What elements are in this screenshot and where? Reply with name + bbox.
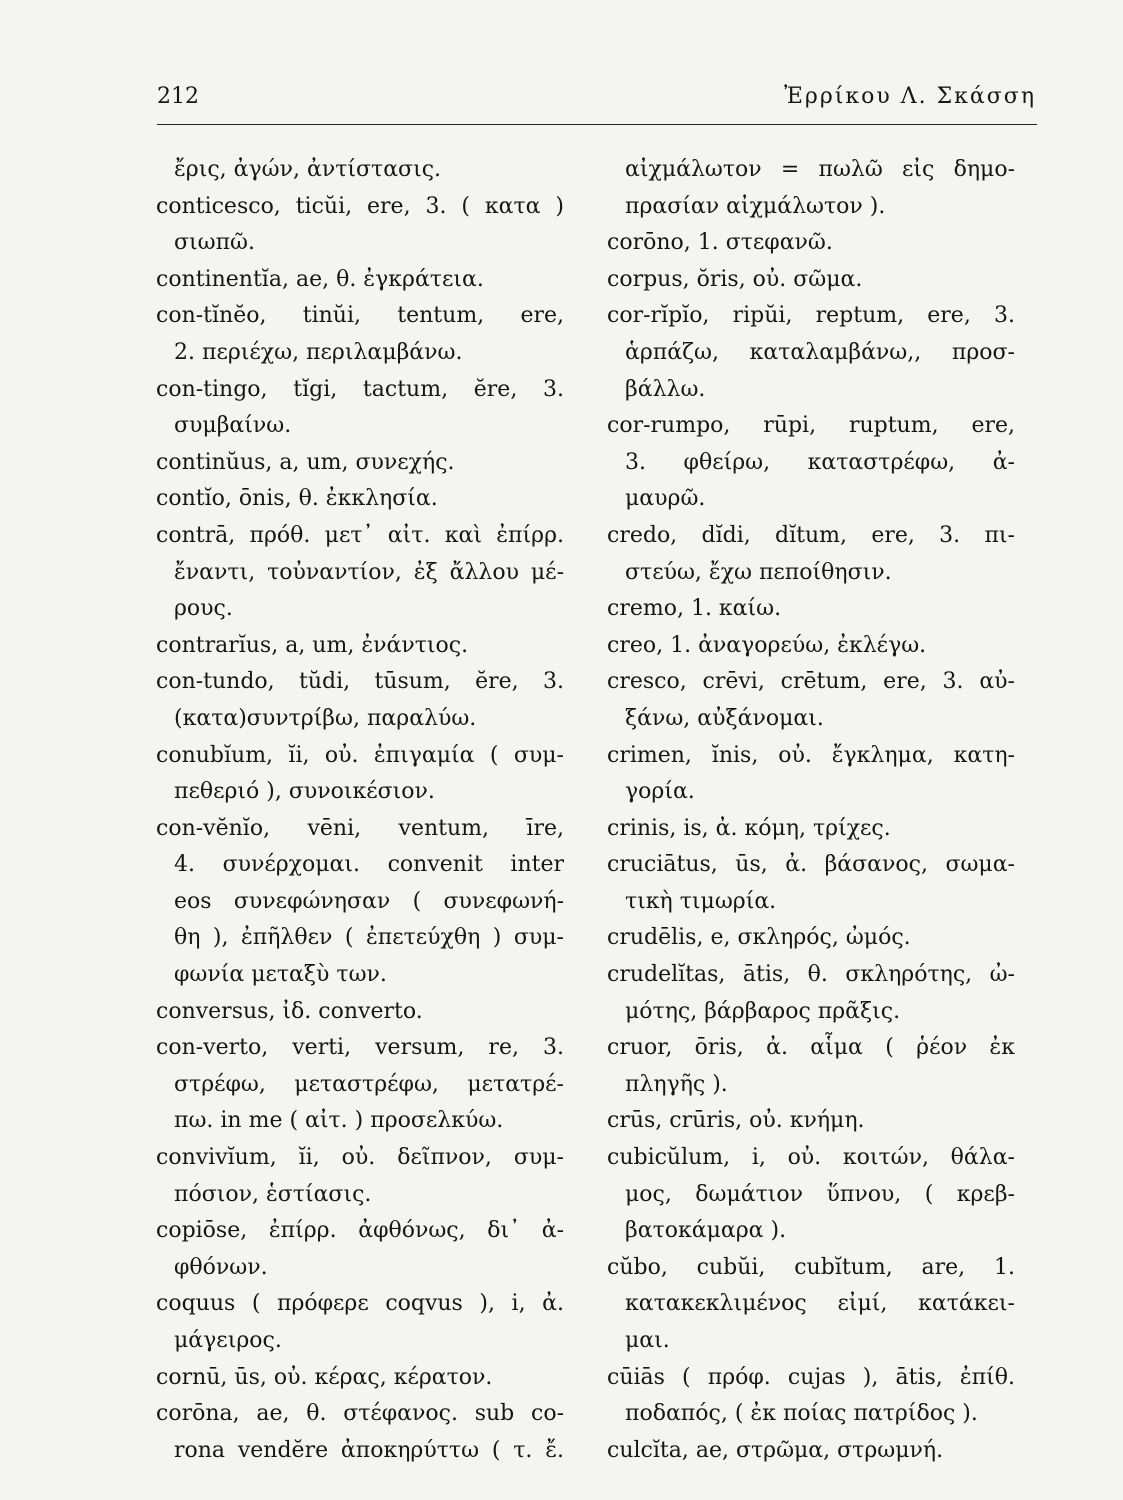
entry-line: con-tingo, tĭgi, tactum, ĕre, 3. xyxy=(156,376,564,402)
entry-line: πεθεριό ), συνοικέσιον. xyxy=(174,779,435,805)
page-number: 212 xyxy=(157,84,199,109)
entry-line: μαι. xyxy=(625,1328,670,1353)
entry-line: πληγῆς ). xyxy=(625,1071,728,1097)
entry-line: cresco, crēvi, crētum, ere, 3. αὐ- xyxy=(607,669,1015,695)
entry-line: μότης, βάρβαρος πρᾶξις. xyxy=(625,998,901,1024)
entry-line: crūs, crūris, οὐ. κνήμη. xyxy=(607,1108,865,1134)
entry-line: conversus, ἰδ. converto. xyxy=(156,998,423,1024)
entry-line: τικὴ τιμωρία. xyxy=(625,888,777,914)
entry-line: φωνία μεταξὺ των. xyxy=(174,962,387,988)
entry-line: crinis, is, ἀ. κόμη, τρίχες. xyxy=(607,815,891,841)
entry-line: con-tundo, tŭdi, tūsum, ĕre, 3. xyxy=(156,669,564,695)
running-head: Ἐρρίκου Λ. Σκάσση xyxy=(784,84,1036,109)
entry-line: συμβαίνω. xyxy=(174,413,292,439)
entry-line: conubĭum, ĭi, οὐ. ἐπιγαμία ( συμ- xyxy=(156,742,564,768)
entry-line: conticesco, ticŭi, ere, 3. ( κατα ) xyxy=(156,193,564,219)
entry-line: μος, δωμάτιον ὕπνου, ( κρεβ- xyxy=(625,1181,1015,1207)
right-column xyxy=(597,152,1015,1469)
entry-line: θη ), ἐπῆλθεν ( ἐπετεύχθη ) συμ- xyxy=(174,925,564,951)
entry-line: con-vĕnĭo, vēni, ventum, īre, xyxy=(156,815,564,841)
entry-line: corōna, ae, θ. στέφανος. sub co- xyxy=(156,1401,564,1427)
left-column xyxy=(146,152,564,1469)
entry-line: πω. in me ( αἰτ. ) προσελκύω. xyxy=(174,1108,504,1134)
entry-line: eos συνεφώνησαν ( συνεφωνή- xyxy=(174,888,564,914)
entry-line: copiōse, ἐπίρρ. ἀφθόνως, δι᾽ ἀ- xyxy=(156,1218,564,1244)
entry-line: corōno, 1. στεφανῶ. xyxy=(607,230,833,256)
entry-line: αἰχμάλωτον = πωλῶ εἰς δημο- xyxy=(625,157,1015,182)
entry-line: (κατα)συντρίβω, παραλύω. xyxy=(174,705,477,731)
entry-line: πόσιον, ἑστίασις. xyxy=(174,1181,372,1207)
entry-line: cruor, ōris, ἀ. αἷμα ( ῥέον ἐκ xyxy=(607,1035,1015,1061)
entry-line: con-verto, verti, versum, re, 3. xyxy=(156,1035,564,1061)
entry-line: ξάνω, αὐξάνομαι. xyxy=(625,705,824,731)
entry-line: cor-rumpo, rūpi, ruptum, ere, xyxy=(607,413,1015,439)
entry-line: ρους. xyxy=(174,596,233,622)
entry-line: φθόνων. xyxy=(174,1254,268,1280)
entry-line: 3. φθείρω, καταστρέφω, ἀ- xyxy=(625,449,1015,475)
entry-line: crimen, ĭnis, οὐ. ἔγκλημα, κατη- xyxy=(607,742,1015,768)
entry-line: corpus, ŏris, οὐ. σῶμα. xyxy=(607,266,863,292)
entry-line: γορία. xyxy=(625,779,695,805)
entry-line: στεύω, ἔχω πεποίθησιν. xyxy=(625,559,892,585)
entry-line: contĭo, ōnis, θ. ἐκκλησία. xyxy=(156,486,438,512)
entry-line: creo, 1. ἀναγορεύω, ἐκλέγω. xyxy=(607,632,927,658)
entry-line: con-tĭnĕo, tinŭi, tentum, ere, xyxy=(156,303,564,329)
entry-line: 4. συνέρχομαι. convenit inter xyxy=(174,852,564,878)
entry-line: credo, dĭdi, dĭtum, ere, 3. πι- xyxy=(607,522,1015,548)
entry-line: cubicŭlum, i, οὐ. κοιτών, θάλα- xyxy=(607,1145,1015,1171)
entry-line: crudelĭtas, ātis, θ. σκληρότης, ὠ- xyxy=(607,962,1015,988)
entry-line: coquus ( πρόφερε coqvus ), i, ἀ. xyxy=(156,1291,564,1317)
entry-line: βατοκάμαρα ). xyxy=(625,1218,787,1244)
entry-line: cruciātus, ūs, ἀ. βάσανος, σωμα- xyxy=(607,852,1015,878)
entry-line: ἁρπάζω, καταλαμβάνω,, προσ- xyxy=(625,339,1015,365)
entry-line: κατακεκλιμένος εἰμί, κατάκει- xyxy=(625,1291,1015,1317)
entry-line: cor-rĭpĭo, ripŭi, reptum, ere, 3. xyxy=(607,303,1015,329)
entry-line: culcĭta, ae, στρῶμα, στρωμνή. xyxy=(607,1437,944,1463)
entry-line: cūiās ( πρόφ. cujas ), ātis, ἐπίθ. xyxy=(607,1364,1015,1390)
entry-line: στρέφω, μεταστρέφω, μετατρέ- xyxy=(174,1071,564,1097)
entry-line: σιωπῶ. xyxy=(174,230,255,256)
entry-line: contrarĭus, a, um, ἐνάντιος. xyxy=(156,632,469,658)
header-rule xyxy=(157,124,1037,125)
entry-line: cŭbo, cubŭi, cubĭtum, are, 1. xyxy=(607,1254,1015,1280)
entry-line: crudēlis, e, σκληρός, ὠμός. xyxy=(607,925,911,951)
entry-line: 2. περιέχω, περιλαμβάνω. xyxy=(174,339,463,365)
entry-line: continŭus, a, um, συνεχής. xyxy=(156,449,455,475)
entry-line: cornū, ūs, οὐ. κέρας, κέρατον. xyxy=(156,1364,493,1390)
entry-line: ἔναντι, τοὐναντίον, ἐξ ἄλλου μέ- xyxy=(174,559,564,585)
entry-line: μαυρῶ. xyxy=(625,486,706,512)
entry-line: ἔρις, ἀγών, ἀντίστασις. xyxy=(174,157,442,182)
entry-line: βάλλω. xyxy=(625,376,706,402)
entry-line: continentĭa, ae, θ. ἐγκράτεια. xyxy=(156,266,484,292)
entry-line: πρασίαν αἰχμάλωτον ). xyxy=(625,193,886,219)
entry-line: cremo, 1. καίω. xyxy=(607,596,782,622)
entry-line: ποδαπός, ( ἐκ ποίας πατρίδος ). xyxy=(625,1401,978,1427)
entry-line: convivĭum, ĭi, οὐ. δεῖπνον, συμ- xyxy=(156,1145,564,1171)
entry-line: rona vendĕre ἀποκηρύττω ( τ. ἔ. xyxy=(174,1437,564,1463)
entry-line: contrā, πρόθ. μετ᾽ αἰτ. καὶ ἐπίρρ. xyxy=(156,522,564,548)
entry-line: μάγειρος. xyxy=(174,1328,282,1353)
